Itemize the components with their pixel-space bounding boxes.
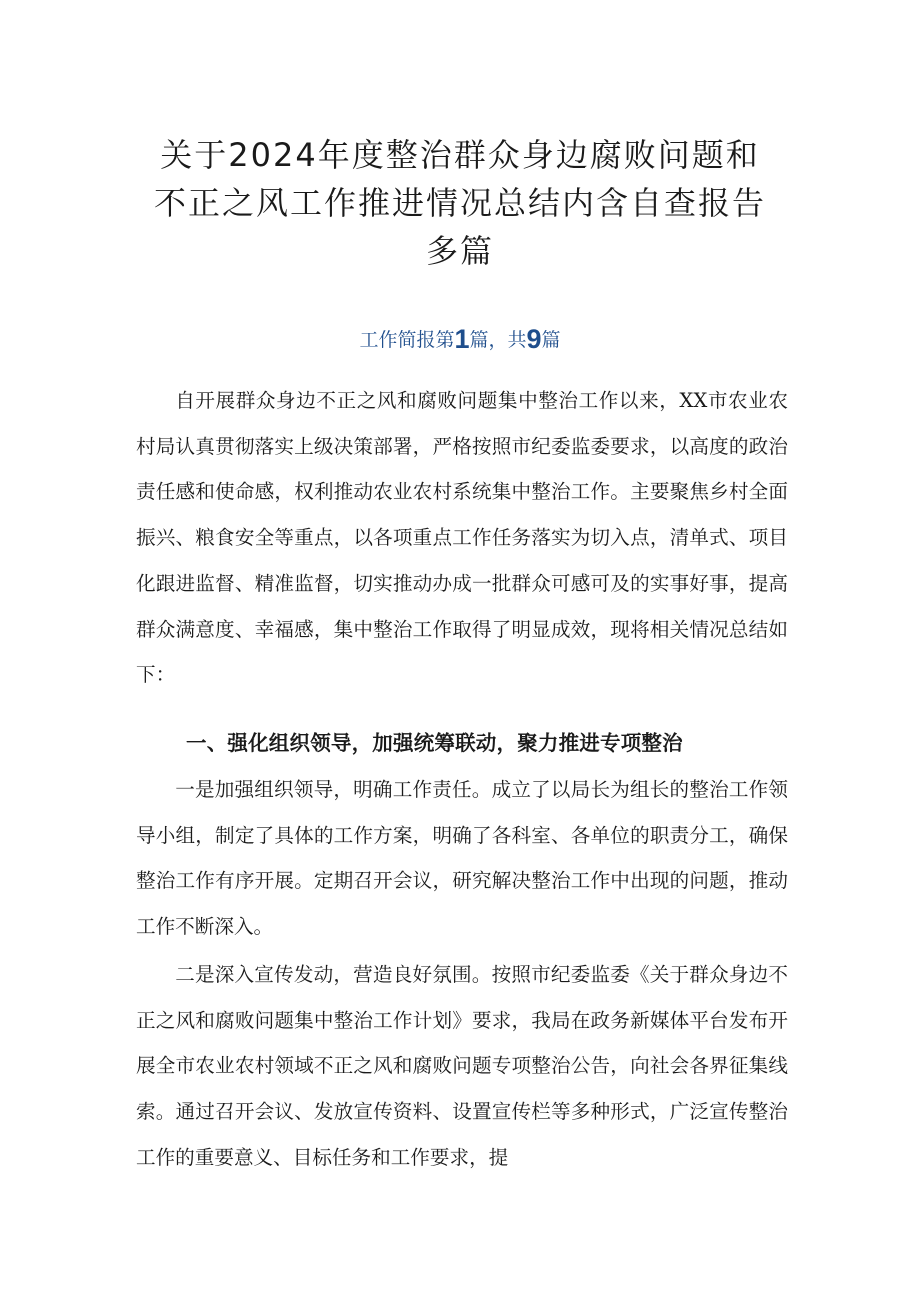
subtitle-middle: 篇，共: [469, 329, 527, 351]
point-two-paragraph: 二是深入宣传发动，营造良好氛围。按照市纪委监委《关于群众身边不正之风和腐败问题集中整治工作计划》要求，我局在政务新媒体平台发布开展全市农业农村领域不正之风和腐败问题专项整治公告，向社会各界征集线索。通过召开会议、发放宣传资料、设置宣传栏等多种形式，广泛宣传整治工作的重要意义、目标任务和工作要求，提: [136, 963, 788, 1169]
document-title: 关于2024年度整治群众身边腐败问题和不正之风工作推进情况总结内含自查报告多篇: [153, 136, 766, 271]
subtitle-prefix: 工作简报第: [359, 329, 455, 351]
total-parts-number: 9: [526, 324, 542, 354]
point-one-paragraph: 一是加强组织领导，明确工作责任。成立了以局长为组长的整治工作领导小组，制定了具体的工作方案，明确了各科室、各单位的职责分工，确保整治工作有序开展。定期召开会议，研究解决整治工作中出现的问题，推动工作不断深入。: [136, 778, 788, 939]
section-heading: 一、强化组织领导，加强统筹联动，聚力推进专项整治: [186, 731, 683, 755]
intro-paragraph: 自开展群众身边不正之风和腐败问题集中整治工作以来，XX市农业农村局认真贯彻落实上级决策部署，严格按照市纪委监委要求，以高度的政治责任感和使命感，权利推动农业农村系统集中整治工作。主要聚焦乡村全面振兴、粮食安全等重点，以各项重点工作任务落实为切入点，清单式、项目化跟进监督、精准监督，切实推动办成一批群众可感可及的实事好事，提高群众满意度、幸福感，集中整治工作取得了明显成效，现将相关情况总结如下：: [136, 389, 788, 687]
document-subtitle: [0, 320, 920, 359]
subtitle-suffix: 篇: [541, 329, 561, 351]
current-part-number: 1: [454, 324, 470, 354]
